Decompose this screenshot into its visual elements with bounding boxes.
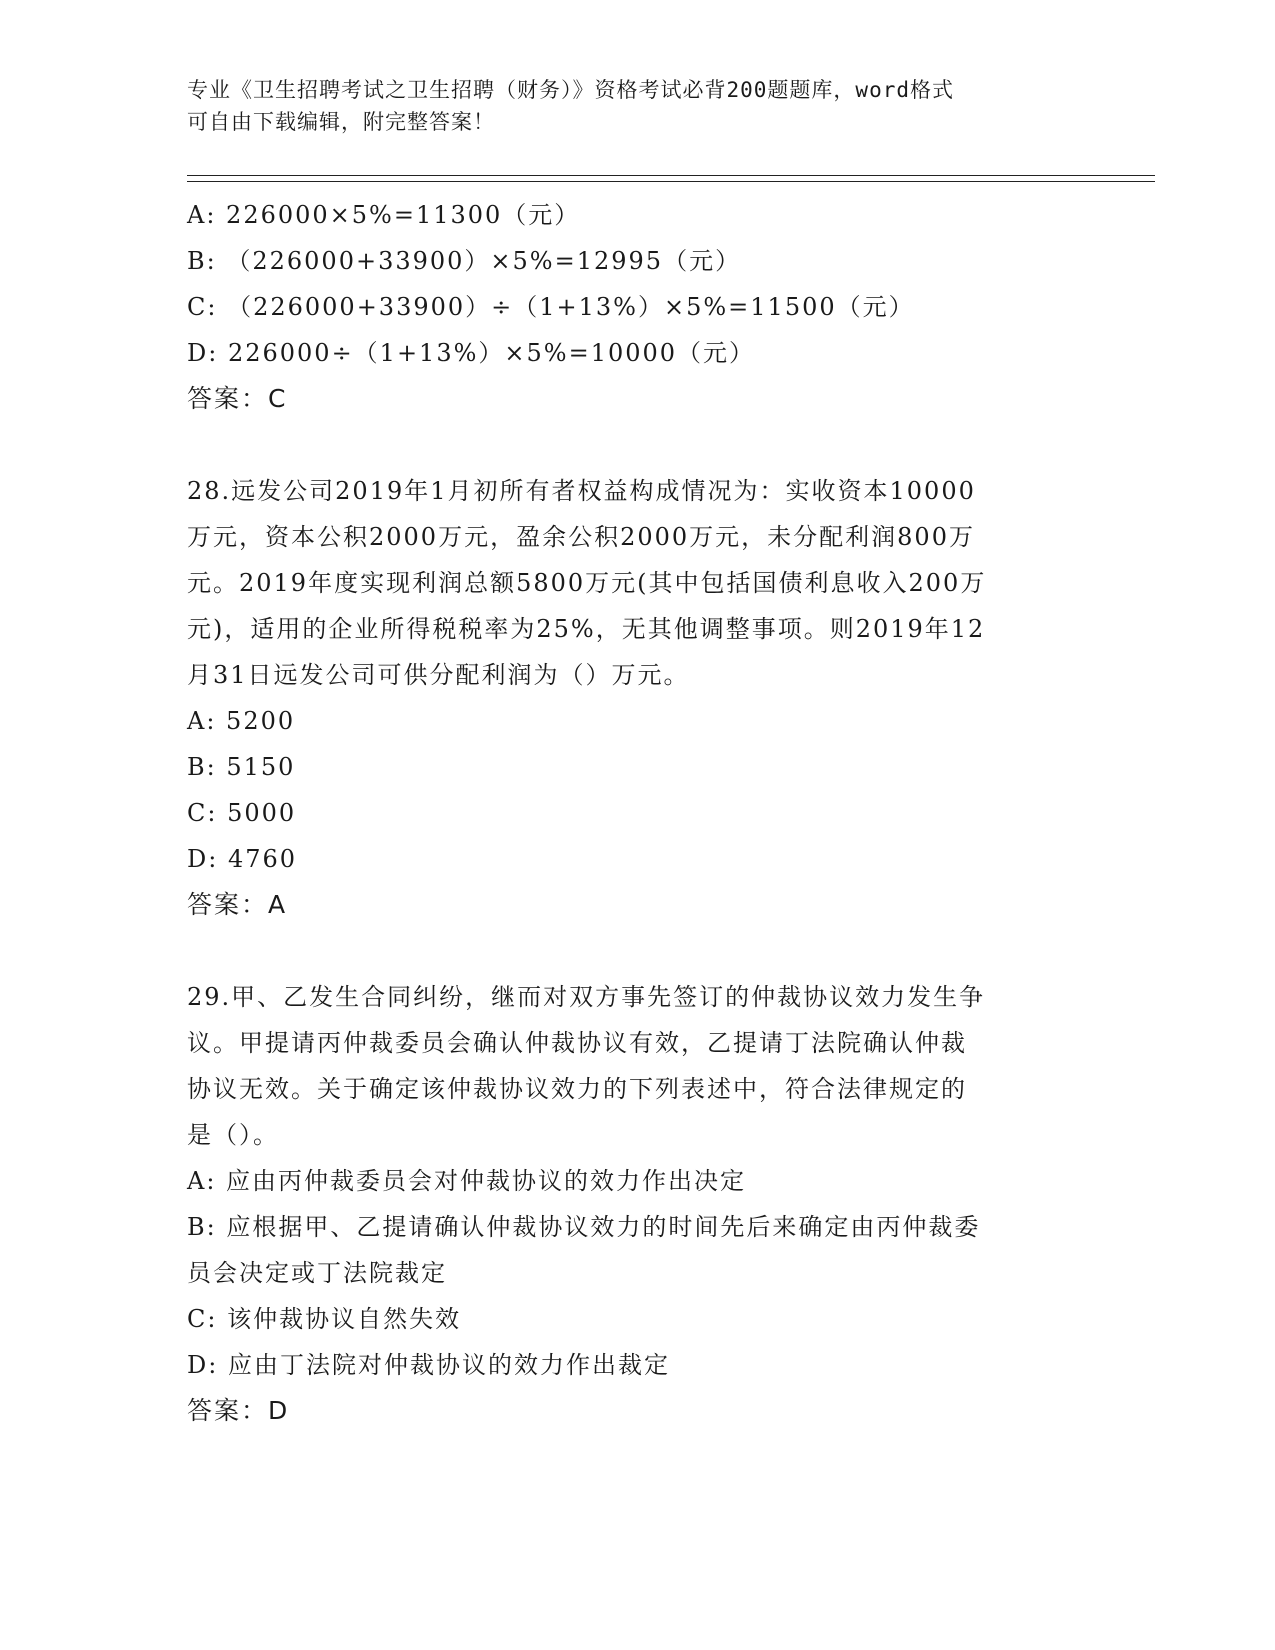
header-title-line-1: 专业《卫生招聘考试之卫生招聘（财务）》资格考试必背200题题库，word格式 xyxy=(187,78,954,102)
option-a: A: 5200 xyxy=(187,707,296,735)
question-27 xyxy=(187,192,1087,422)
option-d: D: 应由丁法院对仲裁协议的效力作出裁定 xyxy=(187,1351,670,1379)
option-b-continued: 员会决定或丁法院裁定 xyxy=(187,1259,447,1287)
option-d: D: 4760 xyxy=(187,845,298,873)
question-text-line: 月31日远发公司可供分配利润为（）万元。 xyxy=(187,661,690,689)
spacer xyxy=(187,928,1087,974)
option-c: C: （226000+33900）÷（1+13%）×5%=11500（元） xyxy=(187,293,915,321)
question-text-line: 万元，资本公积2000万元，盈余公积2000万元，未分配利润800万 xyxy=(187,523,975,551)
question-text-line: 协议无效。关于确定该仲裁协议效力的下列表述中，符合法律规定的 xyxy=(187,1075,967,1103)
document-header xyxy=(187,74,1087,138)
option-b: B: 应根据甲、乙提请确认仲裁协议效力的时间先后来确定由丙仲裁委 xyxy=(187,1213,981,1241)
answer-label: 答案：D xyxy=(187,1396,290,1425)
header-divider-top xyxy=(187,175,1155,176)
question-text-line: 28.远发公司2019年1月初所有者权益构成情况为：实收资本10000 xyxy=(187,477,976,505)
question-text-line: 是（）。 xyxy=(187,1121,279,1149)
spacer xyxy=(187,422,1087,468)
option-d: D: 226000÷（1+13%）×5%=10000（元） xyxy=(187,339,756,367)
option-c: C: 该仲裁协议自然失效 xyxy=(187,1305,462,1333)
option-a: A: 应由丙仲裁委员会对仲裁协议的效力作出决定 xyxy=(187,1167,747,1195)
question-text-line: 元。2019年度实现利润总额5800万元(其中包括国债利息收入200万 xyxy=(187,569,987,597)
answer-label: 答案：C xyxy=(187,384,288,413)
option-b: B: 5150 xyxy=(187,753,296,781)
question-29 xyxy=(187,974,1087,1434)
header-title-line-2: 可自由下载编辑，附完整答案！ xyxy=(187,110,495,134)
question-text-line: 议。甲提请丙仲裁委员会确认仲裁协议有效，乙提请丁法院确认仲裁 xyxy=(187,1029,967,1057)
option-c: C: 5000 xyxy=(187,799,297,827)
question-text-line: 元)，适用的企业所得税税率为25%，无其他调整事项。则2019年12 xyxy=(187,615,986,643)
option-a: A: 226000×5%=11300（元） xyxy=(187,201,581,229)
question-text-line: 29.甲、乙发生合同纠纷，继而对双方事先签订的仲裁协议效力发生争 xyxy=(187,983,986,1011)
question-28 xyxy=(187,468,1087,928)
document-body xyxy=(187,192,1087,1434)
answer-label: 答案：A xyxy=(187,890,288,919)
option-b: B: （226000+33900）×5%=12995（元） xyxy=(187,247,742,275)
header-divider-bottom xyxy=(187,181,1155,182)
